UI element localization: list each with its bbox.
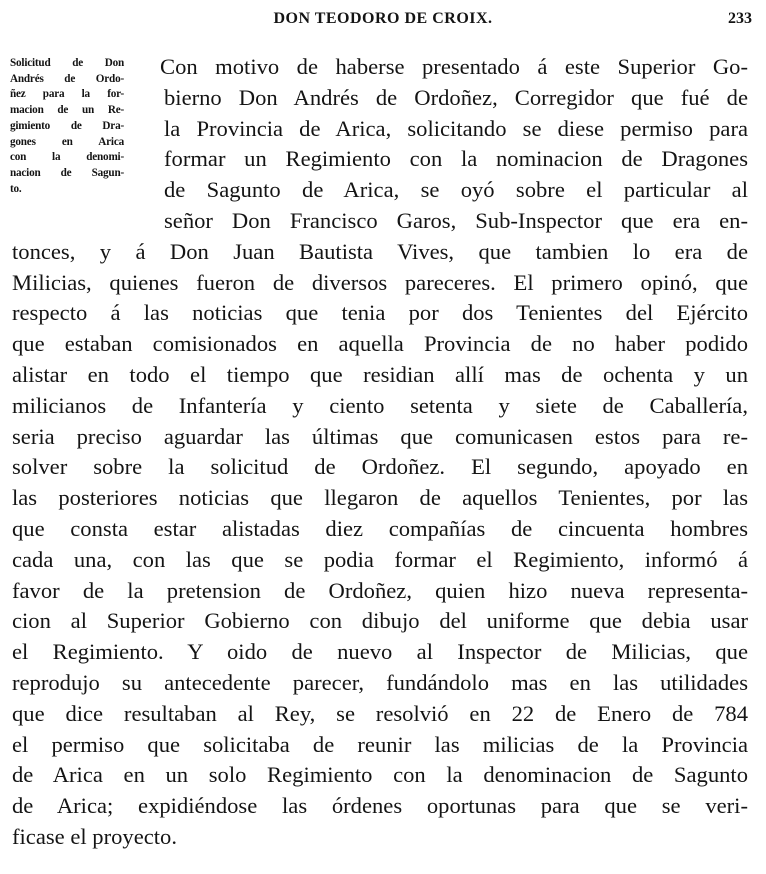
paragraph-line: cion al Superior Gobierno con dibujo del uniforme que debia usar (12, 608, 748, 634)
paragraph-line: favor de la pretension de Ordoñez, quien hizo nueva representa- (12, 577, 748, 603)
paragraph-line: de Arica en un solo Regimiento con la denominacion de Sagunto (12, 762, 748, 788)
paragraph-line: señor Don Francisco Garos, Sub-Inspector que era en- (164, 207, 748, 233)
paragraph-line: reprodujo su antecedente parecer, fundándolo mas en las utilidades (12, 669, 748, 695)
paragraph-line: la Provincia de Arica, solicitando se diese permiso para (164, 115, 748, 141)
paragraph-line: milicianos de Infantería y ciento setenta y siete de Caballería, (12, 392, 748, 418)
paragraph-line: tonces, y á Don Juan Bautista Vives, que tambien lo era de (12, 238, 748, 264)
paragraph-line: solver sobre la solicitud de Ordoñez. El segundo, apoyado en (12, 454, 748, 480)
paragraph-line: de Sagunto de Arica, se oyó sobre el particular al (164, 177, 748, 203)
marginal-note-line: gimiento de Dra- (10, 119, 124, 132)
marginal-note-line: macion de un Re- (10, 104, 124, 117)
page-header (0, 8, 766, 32)
marginal-note-line: ñez para la for- (10, 88, 124, 101)
paragraph-line: de Arica; expidiéndose las órdenes oportunas para que se veri- (12, 793, 748, 819)
paragraph-line: que dice resultaban al Rey, se resolvió en 22 de Enero de 784 (12, 700, 748, 726)
paragraph-line: ficase el proyecto. (12, 823, 177, 849)
paragraph-line: seria preciso aguardar las últimas que comunicasen estos para re- (12, 423, 748, 449)
paragraph-line: el Regimiento. Y oido de nuevo al Inspector de Milicias, que (12, 639, 748, 665)
paragraph-line: el permiso que solicitaba de reunir las milicias de la Provincia (12, 731, 748, 757)
paragraph-line: que estaban comisionados en aquella Provincia de no haber podido (12, 331, 748, 357)
paragraph-line: las posteriores noticias que llegaron de aquellos Tenientes, por las (12, 485, 748, 511)
marginal-note-line: nacion de Sagun- (10, 166, 124, 179)
paragraph-line: alistar en todo el tiempo que residian allí mas de ochenta y un (12, 361, 748, 387)
marginal-note-line: to. (10, 182, 22, 195)
paragraph-line: bierno Don Andrés de Ordoñez, Corregidor que fué de (164, 84, 748, 110)
paragraph-line: Milicias, quienes fueron de diversos pareceres. El primero opinó, que (12, 269, 748, 295)
paragraph-line: formar un Regimiento con la nominacion de Dragones (164, 146, 748, 172)
marginal-note-line: Andrés de Ordo- (10, 72, 124, 85)
running-title: DON TEODORO DE CROIX. (273, 10, 493, 27)
marginal-note-line: Solicitud de Don (10, 57, 124, 69)
body-paragraph (12, 52, 748, 853)
paragraph-line: que consta estar alistadas diez compañías de cincuenta hombres (12, 515, 748, 541)
marginal-note-line: con la denomi- (10, 151, 124, 164)
marginal-note-line: gones en Arica (10, 135, 124, 148)
paragraph-line: respecto á las noticias que tenia por dos Tenientes del Ejército (12, 300, 748, 326)
paragraph-line: cada una, con las que se podia formar el Regimiento, informó á (12, 546, 748, 572)
page-number: 233 (728, 10, 752, 27)
paragraph-line: Con motivo de haberse presentado á este Superior Go- (160, 54, 748, 79)
